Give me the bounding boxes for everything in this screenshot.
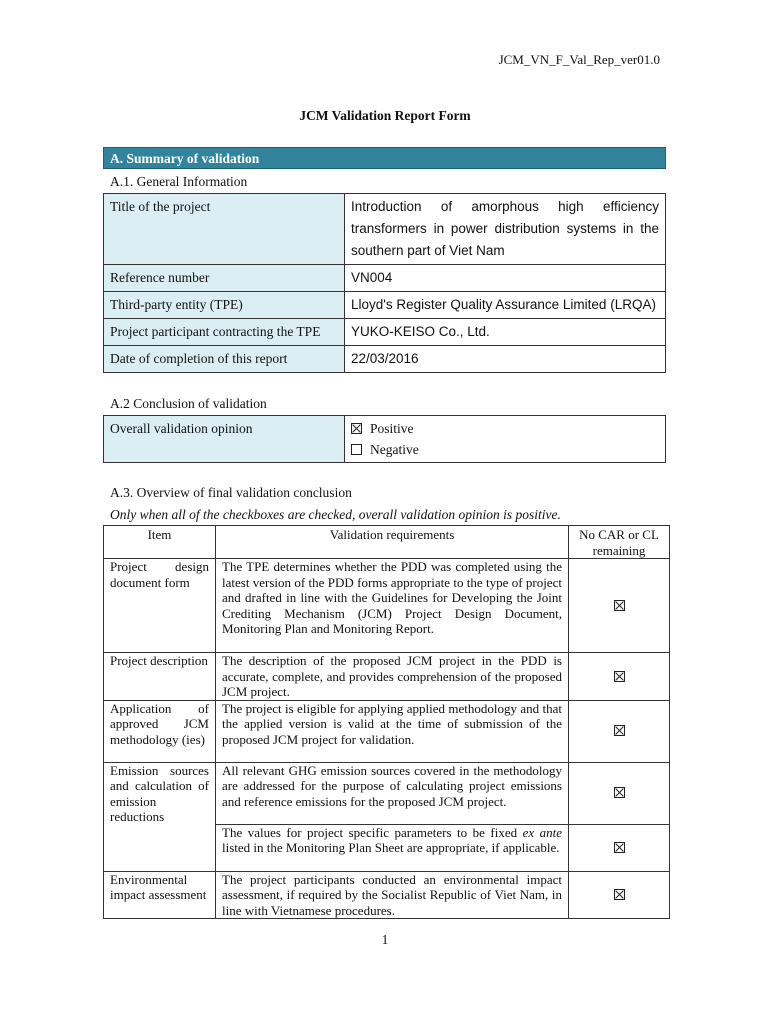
- overview-requirement: The description of the proposed JCM project in the PDD is accurate, complete, and provides comprehension of the proposed JCM project.: [216, 653, 569, 701]
- table-row: [104, 292, 666, 319]
- checked-box-icon[interactable]: [614, 787, 625, 798]
- overview-requirement: The project participants conducted an environmental impact assessment, if required by the Socialist Republic of Viet Nam, in line with Vietnamese procedures.: [216, 871, 569, 919]
- checked-box-icon[interactable]: [614, 725, 625, 736]
- requirements-header: Validation requirements: [216, 526, 569, 559]
- overview-checkbox-cell: [569, 559, 670, 653]
- table-header-row: [104, 526, 670, 559]
- overview-checkbox-cell: [569, 700, 670, 762]
- participant-value: YUKO-KEISO Co., Ltd.: [345, 319, 666, 346]
- positive-option[interactable]: [351, 418, 659, 439]
- tpe-label: Third-party entity (TPE): [104, 292, 345, 319]
- overview-item: Emission sources and calculation of emission reductions: [104, 762, 216, 871]
- section-a-heading: A. Summary of validation: [103, 147, 666, 169]
- requirement-text: The values for project specific parameters to be fixed: [222, 824, 523, 840]
- table-row: [104, 559, 670, 653]
- remaining-header: No CAR or CL remaining: [569, 526, 670, 559]
- table-row: [104, 346, 666, 373]
- overview-checkbox-cell: [569, 824, 670, 871]
- reference-number-value: VN004: [345, 265, 666, 292]
- conclusion-title: A.2 Conclusion of validation: [110, 396, 267, 411]
- overview-requirement: The project is eligible for applying applied methodology and that the applied version is valid at the time of submission of the proposed JCM project for validation.: [216, 700, 569, 762]
- overview-checkbox-cell: [569, 762, 670, 824]
- checked-box-icon[interactable]: [614, 671, 625, 682]
- requirement-emphasis: ex ante: [522, 824, 563, 840]
- opinion-options: [345, 416, 666, 463]
- overview-item: Project design document form: [104, 559, 216, 653]
- reference-number-label: Reference number: [104, 265, 345, 292]
- checked-box-icon[interactable]: [614, 842, 625, 853]
- positive-label: Positive: [370, 421, 414, 436]
- overview-requirement: [216, 824, 569, 871]
- project-title-label: Title of the project: [104, 194, 345, 265]
- participant-label: Project participant contracting the TPE: [104, 319, 345, 346]
- item-header: Item: [104, 526, 216, 559]
- overview-title: A.3. Overview of final validation conclusion: [110, 485, 352, 500]
- checked-box-icon[interactable]: [351, 423, 362, 434]
- checked-box-icon[interactable]: [614, 889, 625, 900]
- tpe-value: Lloyd's Register Quality Assurance Limited (LRQA): [345, 292, 666, 319]
- overview-requirement: All relevant GHG emission sources covered in the methodology are addressed for the purpose of calculating project emissions and reference emissions for the proposed JCM project.: [216, 762, 569, 824]
- overview-note: Only when all of the checkboxes are checked, overall validation opinion is positive.: [110, 507, 561, 522]
- completion-date-value: 22/03/2016: [345, 346, 666, 373]
- page-title: JCM Validation Report Form: [299, 108, 471, 123]
- document-id: JCM_VN_F_Val_Rep_ver01.0: [498, 52, 660, 67]
- overview-checkbox-cell: [569, 653, 670, 701]
- page-number: 1: [381, 932, 389, 947]
- overall-opinion-label: Overall validation opinion: [104, 416, 345, 463]
- overview-table: [103, 525, 670, 919]
- requirement-text: listed in the Monitoring Plan Sheet are appropriate, if applicable.: [222, 840, 560, 855]
- overview-item: Application of approved JCM methodology (ies): [104, 700, 216, 762]
- table-row: [104, 871, 670, 919]
- overview-checkbox-cell: [569, 871, 670, 919]
- table-row: [104, 319, 666, 346]
- table-row: [104, 700, 670, 762]
- checked-box-icon[interactable]: [614, 600, 625, 611]
- table-row: [104, 653, 670, 701]
- negative-option[interactable]: [351, 439, 659, 460]
- general-info-title: A.1. General Information: [110, 174, 248, 189]
- overview-item: Project description: [104, 653, 216, 701]
- general-info-table: [103, 193, 666, 373]
- project-title-value: Introduction of amorphous high efficiency transformers in power distribution systems in the southern part of Viet Nam: [345, 194, 666, 265]
- table-row: [104, 265, 666, 292]
- unchecked-box-icon[interactable]: [351, 444, 362, 455]
- completion-date-label: Date of completion of this report: [104, 346, 345, 373]
- table-row: [104, 416, 666, 463]
- overview-requirement: The TPE determines whether the PDD was completed using the latest version of the PDD forms appropriate to the type of project and drafted in line with the Guidelines for Developing the Joint Crediting Mechanism (JCM) Project Design Document, Monitoring Plan and Monitoring Report.: [216, 559, 569, 653]
- negative-label: Negative: [370, 442, 419, 457]
- conclusion-table: [103, 415, 666, 463]
- overview-item: Environmental impact assessment: [104, 871, 216, 919]
- table-row: [104, 194, 666, 265]
- table-row: [104, 762, 670, 824]
